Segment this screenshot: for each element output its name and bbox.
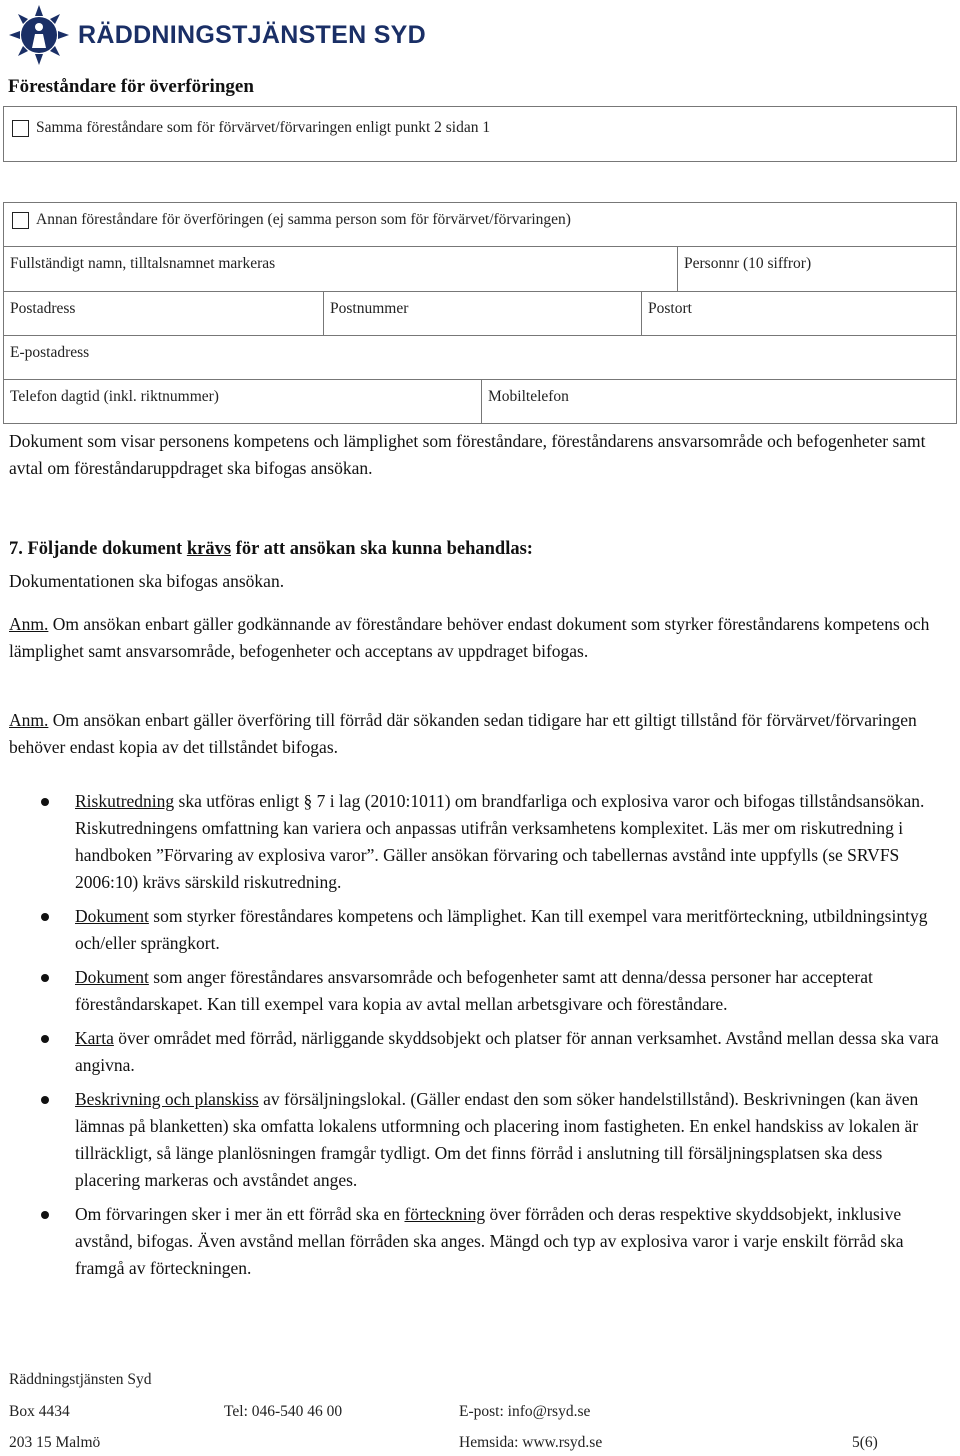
doc-note: Dokument som visar personens kompetens och lämplighet som föreståndare, föreståndarens ansvarsområde och befogenheter samt avtal om föreståndaruppdraget ska bifogas ansökan. xyxy=(9,431,926,478)
contact-form-grid xyxy=(3,246,957,424)
list-item xyxy=(9,903,949,957)
full-name-field[interactable]: Fullständigt namn, tilltalsnamnet markeras xyxy=(10,255,276,272)
list-item-text: av försäljningslokal. (Gäller endast den som söker handelstillstånd). Beskrivningen (kan även lämnas på blanketten) ska omfatta lokalens utformning och placering inom fastigheten. En enkel handskiss av lokalen är tillräckligt, så länge planlösningen framgår tydligt. Om det finns förråd i anslutning till försäljningsplatsen ska dess placering markeras och avståndet anges. xyxy=(75,1089,919,1190)
footer-web[interactable]: Hemsida: www.rsyd.se xyxy=(459,1434,603,1451)
bullet-icon xyxy=(41,1035,49,1043)
list-item-keyword: Dokument xyxy=(75,906,149,926)
option-same-label: Samma föreståndare som för förvärvet/förvaringen enligt punkt 2 sidan 1 xyxy=(36,119,491,136)
epost-field[interactable]: E-postadress xyxy=(10,344,90,361)
section-title: Föreståndare för överföringen xyxy=(8,76,254,97)
list-item-keyword: Riskutredning xyxy=(75,791,175,811)
section-7-sub: Dokumentationen ska bifogas ansökan. xyxy=(9,571,285,591)
form-row xyxy=(4,335,956,379)
anm-1-text: Om ansökan enbart gäller godkännande av föreståndare behöver endast dokument som styrker föreståndarens kompetens och lämplighet samt ansvarsområde, befogenheter och acceptans av uppdraget bifogas. xyxy=(9,614,930,661)
list-item xyxy=(9,964,949,1018)
heading-post: för att ansökan ska kunna behandlas: xyxy=(231,539,533,559)
footer-email[interactable]: E-post: info@rsyd.se xyxy=(459,1403,591,1420)
list-item-keyword: Beskrivning och planskiss xyxy=(75,1089,259,1109)
section-7-heading xyxy=(9,536,949,563)
postadress-field[interactable]: Postadress xyxy=(10,300,76,317)
anm-2-text: Om ansökan enbart gäller överföring till förråd där sökanden sedan tidigare har ett giltigt tillstånd för förvärvet/förvaringen behöver endast kopia av det tillståndet bifogas. xyxy=(9,710,917,757)
option-same-checkbox[interactable] xyxy=(12,120,29,137)
list-item-text: som anger föreståndares ansvarsområde och befogenheter samt att denna/dessa personer har accepterat föreståndarskapet. Kan till exempel vara kopia av avtal mellan arbetsgivare och föreståndare. xyxy=(75,967,873,1014)
footer-postal: 203 15 Malmö xyxy=(9,1434,101,1451)
option-other-label: Annan föreståndare för överföringen (ej samma person som för förvärvet/förvaringen) xyxy=(36,211,571,228)
list-item-keyword: förteckning xyxy=(404,1204,486,1224)
postnummer-field[interactable]: Postnummer xyxy=(323,292,641,335)
list-item xyxy=(9,1201,949,1282)
org-name: RÄDDNINGSTJÄNSTEN SYD xyxy=(78,20,426,49)
anm-label: Anm. xyxy=(9,614,49,634)
option-other-checkbox[interactable] xyxy=(12,212,29,229)
list-item-text: som styrker föreståndares kompetens och lämplighet. Kan till exempel vara meritförteckning, utbildningsintyg och/eller sprängkort. xyxy=(75,906,928,953)
form-row xyxy=(4,247,956,291)
header-logo xyxy=(8,4,426,66)
form-row xyxy=(4,379,956,423)
option-other-box xyxy=(3,202,957,246)
list-item-keyword: Dokument xyxy=(75,967,149,987)
footer-org: Räddningstjänsten Syd xyxy=(9,1371,152,1388)
list-item-text: ska utföras enligt § 7 i lag (2010:1011) om brandfarliga och explosiva varor och bifogas tillståndsansökan. Riskutredningens omfattning kan variera och anpassas utifrån verksamhetens komplexitet. Läs mer om riskutredning i handboken ”Förvaring av explosiva varor”. Gäller ansökan förvaring och tabellernas avstånd inte uppfylls (se SRVFS 2006:10) krävs särskild riskutredning. xyxy=(75,791,925,892)
heading-underlined: krävs xyxy=(186,539,232,559)
bullet-icon xyxy=(41,1211,49,1219)
list-item-text-pre: Om förvaringen sker i mer än ett förråd ska en xyxy=(75,1204,405,1224)
postort-field[interactable]: Postort xyxy=(641,292,956,335)
anm-1 xyxy=(9,611,949,664)
personnr-field[interactable]: Personnr (10 siffror) xyxy=(677,247,956,291)
list-item-text: över området med förråd, närliggande skyddsobjekt och platser för annan verksamhet. Avstånd mellan dessa ska vara angivna. xyxy=(75,1028,939,1075)
bullet-icon xyxy=(41,974,49,982)
footer-box: Box 4434 xyxy=(9,1403,70,1420)
option-same-box xyxy=(3,106,957,162)
form-row xyxy=(4,291,956,335)
list-item xyxy=(9,1086,949,1194)
footer-tel: Tel: 046-540 46 00 xyxy=(224,1403,343,1420)
bullet-icon xyxy=(41,913,49,921)
emblem-icon xyxy=(8,4,70,66)
list-item xyxy=(9,1025,949,1079)
heading-pre: 7. Följande dokument xyxy=(9,539,187,559)
list-item-text-post: över förråden och deras respektive skyddsobjekt, inklusive avstånd, bifogas. Även avstånd mellan förråden ska anges. Mängd och typ av explosiva varor i varje enskilt förråd ska framgå av förteckningen. xyxy=(75,1204,904,1278)
required-documents-list xyxy=(9,788,949,1289)
list-item xyxy=(9,788,949,896)
bullet-icon xyxy=(41,1096,49,1104)
telefon-field[interactable]: Telefon dagtid (inkl. riktnummer) xyxy=(10,388,219,405)
mobil-field[interactable]: Mobiltelefon xyxy=(481,380,956,423)
page-number: 5(6) xyxy=(852,1434,878,1451)
bullet-icon xyxy=(41,798,49,806)
list-item-keyword: Karta xyxy=(75,1028,114,1048)
anm-2 xyxy=(9,707,949,760)
anm-label: Anm. xyxy=(9,710,49,730)
